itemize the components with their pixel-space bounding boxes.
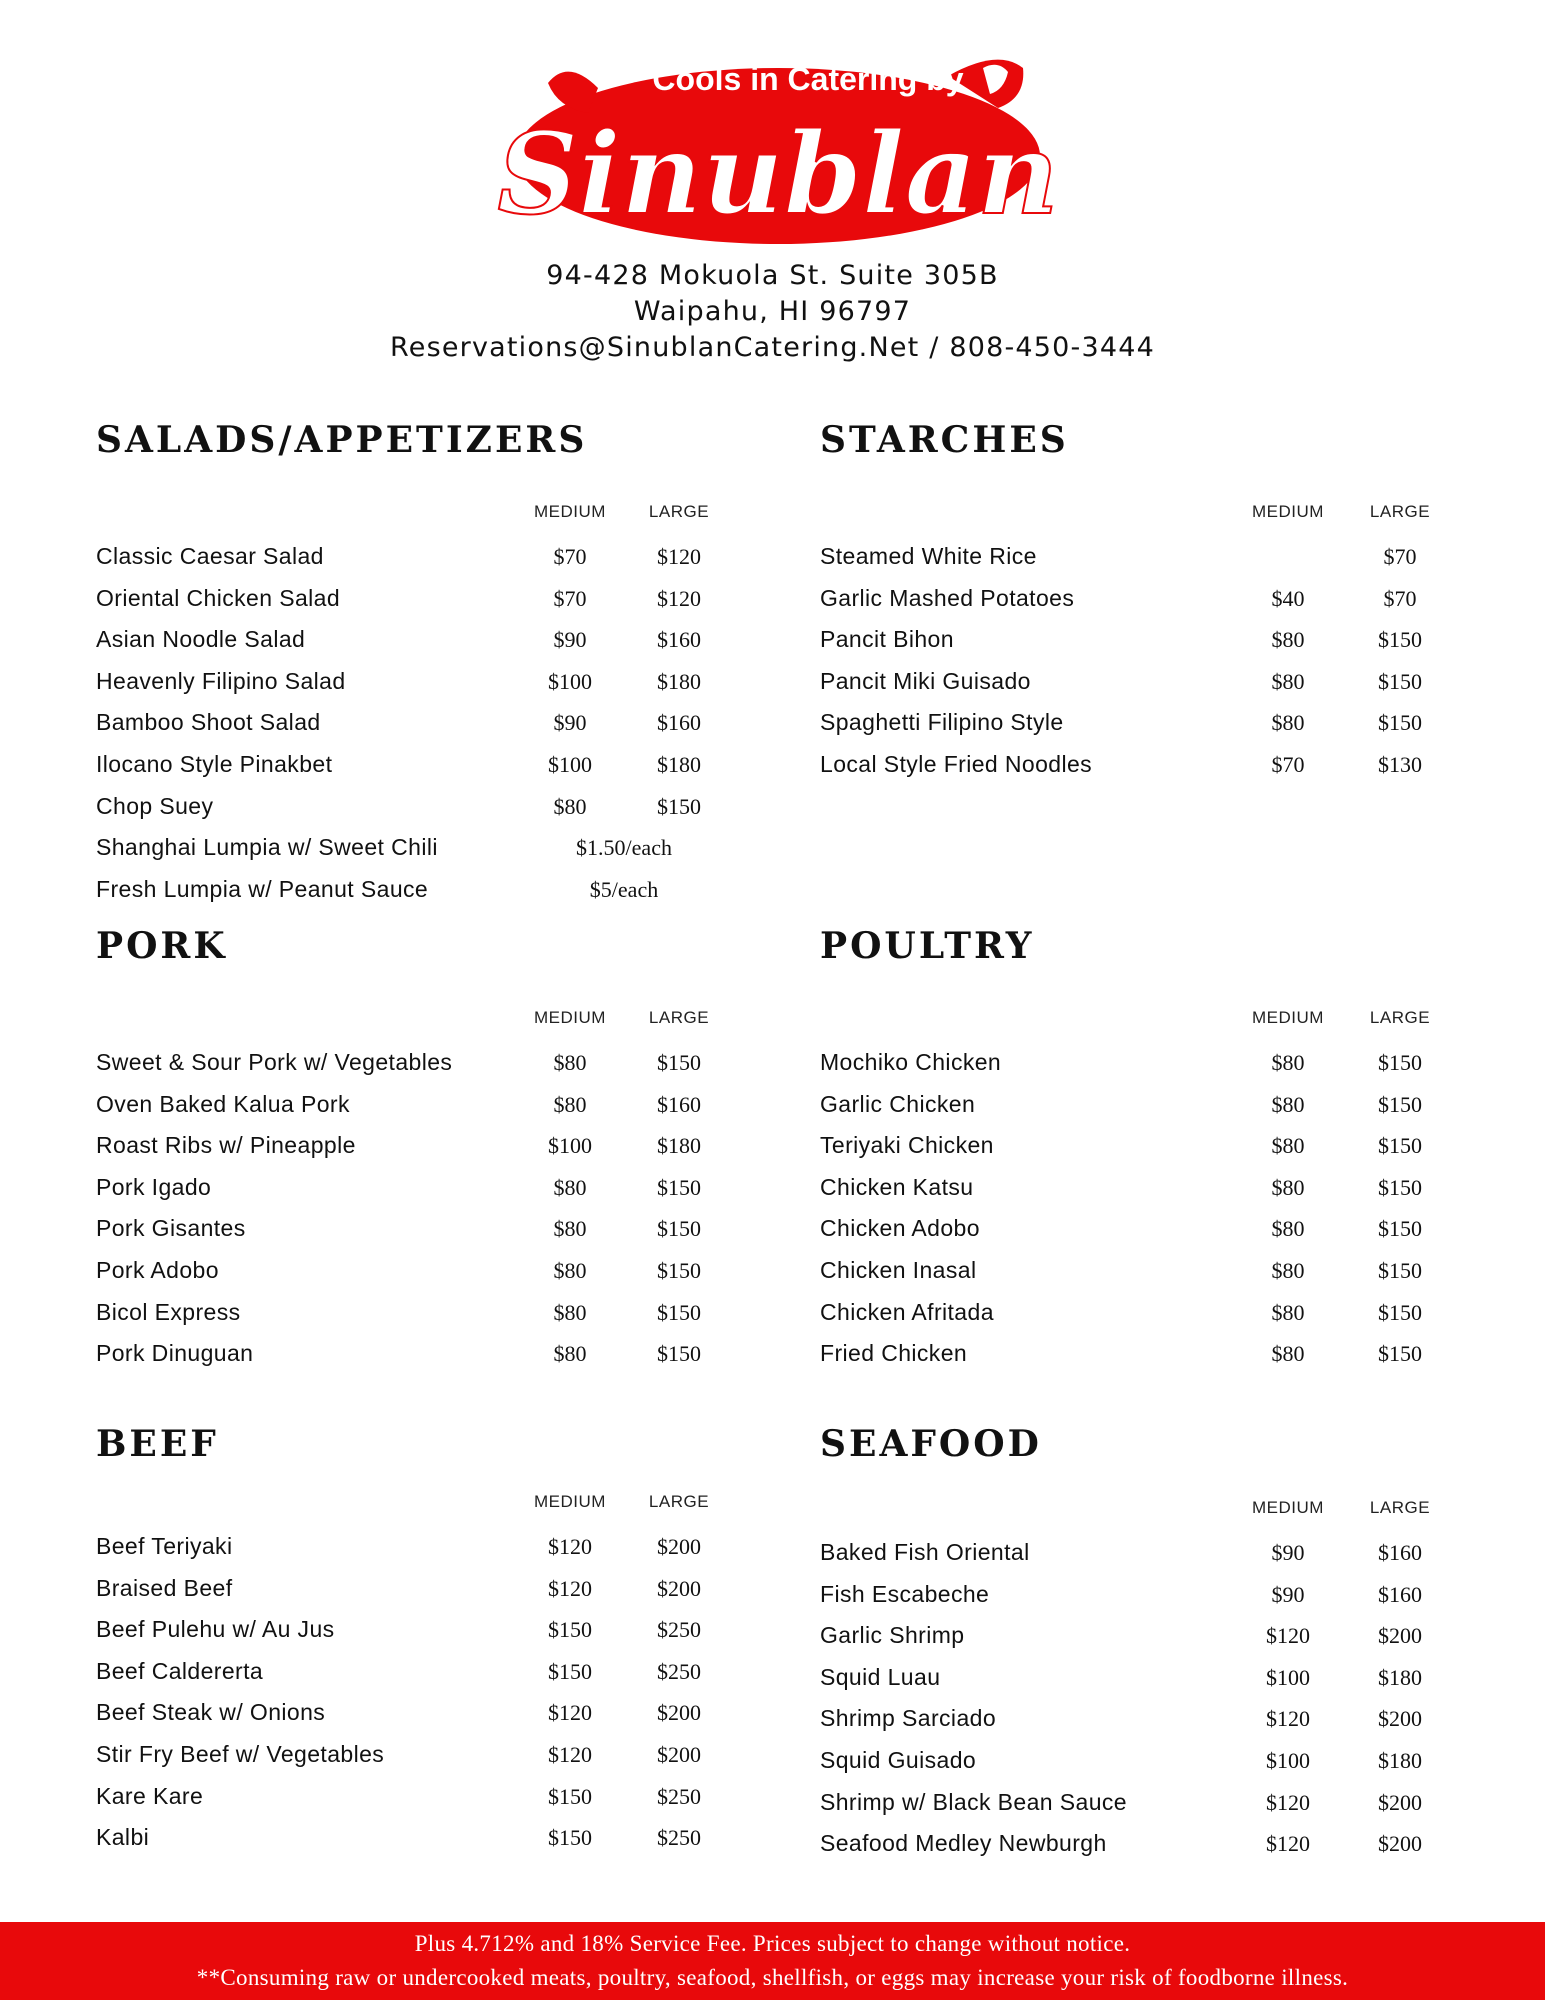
contact-email-phone: Reservations@SinublanCatering.Net / 808-450-3444: [390, 332, 1155, 363]
price-medium: $150: [548, 1825, 592, 1851]
price-medium: $40: [1271, 585, 1305, 611]
menu-items: [820, 536, 1480, 786]
menu-item: [96, 1776, 756, 1818]
price-medium: $80: [553, 1216, 587, 1242]
price-medium: $150: [548, 1658, 592, 1684]
column-headers: [96, 1008, 756, 1028]
price-large: $180: [657, 668, 701, 694]
price-large: $120: [657, 585, 701, 611]
section-salads: [96, 418, 756, 910]
menu-item: [820, 1823, 1480, 1865]
price-large: $160: [1378, 1540, 1422, 1565]
item-name: Beef Pulehu w/ Au Jus: [96, 1616, 335, 1643]
column-headers: [96, 1492, 756, 1512]
price-large: $250: [657, 1617, 701, 1643]
price-medium: $80: [1271, 1299, 1305, 1325]
menu-item: [96, 1042, 756, 1084]
item-name: Oven Baked Kalua Pork: [96, 1090, 350, 1117]
price-medium: $80: [1271, 1341, 1305, 1367]
price-large: $200: [657, 1700, 701, 1726]
medium-header: MEDIUM: [534, 1008, 606, 1027]
section-title: SEAFOOD: [820, 1423, 1042, 1465]
menu-item: [96, 578, 756, 620]
price-large: $160: [657, 1091, 701, 1117]
price-medium: $80: [1271, 668, 1305, 694]
menu-item: [820, 1042, 1480, 1084]
address-street: 94-428 Mokuola St. Suite 305B: [546, 260, 999, 291]
menu-item: [820, 1125, 1480, 1167]
item-name: Shrimp Sarciado: [820, 1705, 997, 1732]
logo: [478, 38, 1078, 268]
item-name: Braised Beef: [96, 1574, 233, 1601]
price-large: $200: [657, 1575, 701, 1601]
item-name: Mochiko Chicken: [820, 1049, 1002, 1075]
menu-item: [96, 1250, 756, 1292]
menu-item: [820, 619, 1480, 661]
price-medium: $70: [553, 585, 587, 611]
section-title: STARCHES: [820, 419, 1069, 461]
menu-item: [96, 661, 756, 703]
price-medium: $80: [553, 1050, 587, 1075]
price-medium: $100: [1266, 1747, 1310, 1773]
price-large: $200: [657, 1534, 701, 1559]
service-fee-notice: Plus 4.712% and 18% Service Fee. Prices subject to change without notice.: [414, 1931, 1131, 1956]
item-name: Chop Suey: [96, 792, 214, 819]
item-name: Beef Teriyaki: [96, 1533, 233, 1559]
price-medium: $80: [1271, 1050, 1305, 1075]
price-large: $250: [657, 1658, 701, 1684]
menu-item: [96, 1609, 756, 1651]
item-name: Pancit Miki Guisado: [820, 667, 1031, 694]
column-headers: [820, 1498, 1480, 1518]
price-medium: $80: [553, 1341, 587, 1367]
item-name: Steamed White Rice: [820, 543, 1037, 569]
section-pork: [96, 924, 756, 1375]
price-large: $150: [1378, 1341, 1422, 1367]
item-name: Ilocano Style Pinakbet: [96, 750, 333, 777]
item-name: Classic Caesar Salad: [96, 543, 324, 569]
price-medium: $120: [548, 1534, 592, 1559]
price-medium: $80: [553, 1091, 587, 1117]
price-medium: $100: [548, 751, 592, 777]
price-large: $150: [1378, 1257, 1422, 1283]
logo-tagline: Cools in Catering by: [652, 61, 964, 97]
section-title: POULTRY: [820, 925, 1035, 967]
item-name: Beef Steak w/ Onions: [96, 1699, 326, 1726]
item-price: $5/each: [589, 876, 659, 902]
address-city: Waipahu, HI 96797: [633, 296, 912, 327]
menu-item: [96, 619, 756, 661]
price-medium: $150: [548, 1783, 592, 1809]
menu-item: [96, 1692, 756, 1734]
price-medium: $120: [1266, 1706, 1310, 1732]
item-name: Baked Fish Oriental: [820, 1539, 1030, 1565]
menu-item: [820, 1657, 1480, 1699]
menu-item: [96, 827, 756, 869]
large-header: LARGE: [1369, 1498, 1431, 1517]
item-name: Chicken Afritada: [820, 1298, 994, 1325]
price-large: $160: [657, 710, 701, 736]
price-medium: $100: [548, 668, 592, 694]
item-name: Chicken Adobo: [820, 1215, 980, 1242]
medium-header: MEDIUM: [534, 1492, 606, 1511]
item-name: Fresh Lumpia w/ Peanut Sauce: [96, 875, 429, 902]
price-large: $250: [657, 1825, 701, 1851]
price-large: $120: [657, 544, 701, 569]
price-large: $150: [657, 1341, 701, 1367]
item-name: Bamboo Shoot Salad: [96, 709, 321, 736]
item-name: Asian Noodle Salad: [96, 626, 306, 653]
menu-item: [96, 1167, 756, 1209]
menu-item: [96, 536, 756, 578]
menu-item: [820, 1615, 1480, 1657]
medium-header: MEDIUM: [1252, 502, 1324, 521]
menu-item: [96, 1734, 756, 1776]
large-header: LARGE: [648, 502, 710, 521]
price-medium: $90: [553, 627, 587, 653]
menu-item: [820, 1740, 1480, 1782]
price-large: $150: [1378, 1091, 1422, 1117]
section-starches: [820, 418, 1480, 786]
price-large: $160: [1378, 1581, 1422, 1607]
menu-item: [96, 1292, 756, 1334]
menu-items: [96, 1526, 756, 1859]
menu-items: [820, 1042, 1480, 1375]
price-medium: $80: [1271, 1257, 1305, 1283]
large-header: LARGE: [1369, 1008, 1431, 1027]
price-large: $250: [657, 1783, 701, 1809]
price-large: $150: [657, 1257, 701, 1283]
column-headers: [96, 502, 756, 522]
item-name: Garlic Chicken: [820, 1090, 976, 1117]
medium-header: MEDIUM: [534, 502, 606, 521]
logo-brand: Sinublan: [497, 109, 1059, 240]
price-large: $150: [1378, 1174, 1422, 1200]
menu-item: [96, 702, 756, 744]
section-beef: [96, 1422, 756, 1859]
item-name: Kare Kare: [96, 1782, 204, 1809]
menu-items: [96, 536, 756, 910]
price-medium: $80: [1271, 627, 1305, 653]
price-medium: $120: [1266, 1623, 1310, 1649]
price-large: $150: [1378, 627, 1422, 653]
menu-item: [820, 702, 1480, 744]
price-medium: $80: [1271, 1133, 1305, 1159]
item-name: Seafood Medley Newburgh: [820, 1830, 1107, 1857]
price-large: $150: [1378, 1299, 1422, 1325]
price-large: $180: [657, 751, 701, 777]
item-name: Pork Igado: [96, 1173, 212, 1200]
price-medium: $120: [548, 1700, 592, 1726]
price-medium: $120: [548, 1741, 592, 1767]
menu-item: [820, 1333, 1480, 1375]
item-price: $1.50/each: [576, 835, 672, 861]
item-name: Pork Dinuguan: [96, 1340, 254, 1367]
menu-item: [96, 869, 756, 911]
menu-item: [96, 1208, 756, 1250]
section-title: PORK: [96, 925, 228, 967]
price-medium: $120: [1266, 1789, 1310, 1815]
item-name: Bicol Express: [96, 1298, 241, 1325]
menu-item: [96, 1817, 756, 1859]
price-medium: $80: [1271, 1091, 1305, 1117]
price-large: $150: [657, 793, 701, 819]
section-title: BEEF: [96, 1423, 219, 1465]
menu-item: [96, 1333, 756, 1375]
footer-banner: [0, 1922, 1545, 2000]
price-large: $150: [657, 1174, 701, 1200]
price-medium: $150: [548, 1617, 592, 1643]
price-large: $70: [1383, 585, 1417, 611]
item-name: Fish Escabeche: [820, 1580, 990, 1607]
item-name: Roast Ribs w/ Pineapple: [96, 1132, 356, 1159]
menu-item: [96, 786, 756, 828]
item-name: Sweet & Sour Pork w/ Vegetables: [96, 1049, 453, 1075]
menu-items: [96, 1042, 756, 1375]
section-seafood: [820, 1422, 1480, 1865]
large-header: LARGE: [1369, 502, 1431, 521]
price-large: $150: [657, 1050, 701, 1075]
item-name: Pancit Bihon: [820, 626, 954, 653]
price-medium: $80: [553, 1174, 587, 1200]
price-medium: $90: [553, 710, 587, 736]
large-header: LARGE: [648, 1008, 710, 1027]
price-medium: $100: [1266, 1664, 1310, 1690]
item-name: Pork Adobo: [96, 1256, 219, 1283]
price-medium: $80: [553, 793, 587, 819]
item-name: Teriyaki Chicken: [820, 1132, 994, 1159]
item-name: Local Style Fried Noodles: [820, 750, 1093, 777]
menu-item: [820, 1698, 1480, 1740]
menu-item: [820, 744, 1480, 786]
section-poultry: [820, 924, 1480, 1375]
menu-item: [820, 578, 1480, 620]
menu-item: [820, 661, 1480, 703]
price-large: $200: [657, 1741, 701, 1767]
section-title: SALADS/APPETIZERS: [96, 419, 588, 461]
menu-item: [820, 1167, 1480, 1209]
price-medium: $90: [1271, 1540, 1305, 1565]
menu-item: [96, 1651, 756, 1693]
item-name: Squid Guisado: [820, 1746, 977, 1773]
food-safety-warning: **Consuming raw or undercooked meats, poultry, seafood, shellfish, or eggs may increase your risk of foodborne illness.: [196, 1965, 1349, 1990]
price-large: $180: [1378, 1747, 1422, 1773]
medium-header: MEDIUM: [1252, 1498, 1324, 1517]
price-large: $130: [1378, 751, 1422, 777]
price-medium: $80: [553, 1257, 587, 1283]
menu-item: [96, 1526, 756, 1568]
price-medium: $90: [1271, 1581, 1305, 1607]
price-medium: $80: [553, 1299, 587, 1325]
menu-item: [96, 744, 756, 786]
menu-item: [820, 1250, 1480, 1292]
price-large: $70: [1383, 544, 1417, 569]
item-name: Shrimp w/ Black Bean Sauce: [820, 1788, 1127, 1815]
price-medium: $100: [548, 1133, 592, 1159]
contact-info: [0, 258, 1545, 366]
price-large: $150: [1378, 1216, 1422, 1242]
item-name: Garlic Mashed Potatoes: [820, 584, 1075, 611]
item-name: Shanghai Lumpia w/ Sweet Chili: [96, 834, 438, 861]
menu-item: [96, 1125, 756, 1167]
item-name: Garlic Shrimp: [820, 1622, 965, 1649]
menu-item: [820, 1208, 1480, 1250]
menu-item: [96, 1568, 756, 1610]
menu-item: [820, 1084, 1480, 1126]
price-large: $160: [657, 627, 701, 653]
price-medium: $80: [1271, 1216, 1305, 1242]
price-large: $150: [1378, 668, 1422, 694]
item-name: Pork Gisantes: [96, 1215, 246, 1242]
price-large: $200: [1378, 1831, 1422, 1857]
column-headers: [820, 502, 1480, 522]
large-header: LARGE: [648, 1492, 710, 1511]
medium-header: MEDIUM: [1252, 1008, 1324, 1027]
price-medium: $70: [1271, 751, 1305, 777]
menu-item: [820, 1782, 1480, 1824]
price-large: $200: [1378, 1623, 1422, 1649]
price-large: $150: [1378, 1050, 1422, 1075]
item-name: Oriental Chicken Salad: [96, 584, 341, 611]
price-large: $150: [657, 1216, 701, 1242]
item-name: Kalbi: [96, 1824, 150, 1851]
price-large: $180: [1378, 1664, 1422, 1690]
price-large: $150: [1378, 710, 1422, 736]
menu-item: [96, 1084, 756, 1126]
menu-item: [820, 1574, 1480, 1616]
price-medium: $70: [553, 544, 587, 569]
price-large: $150: [657, 1299, 701, 1325]
item-name: Squid Luau: [820, 1663, 941, 1690]
price-large: $150: [1378, 1133, 1422, 1159]
menu-item: [820, 1532, 1480, 1574]
price-medium: $80: [1271, 710, 1305, 736]
item-name: Beef Caldererta: [96, 1657, 264, 1684]
price-large: $200: [1378, 1706, 1422, 1732]
menu-item: [820, 1292, 1480, 1334]
menu-item: [820, 536, 1480, 578]
price-medium: $120: [1266, 1831, 1310, 1857]
item-name: Fried Chicken: [820, 1340, 968, 1367]
price-large: $180: [657, 1133, 701, 1159]
item-name: Chicken Inasal: [820, 1256, 977, 1283]
column-headers: [820, 1008, 1480, 1028]
item-name: Heavenly Filipino Salad: [96, 667, 346, 694]
price-medium: $120: [548, 1575, 592, 1601]
menu-items: [820, 1532, 1480, 1865]
item-name: Spaghetti Filipino Style: [820, 709, 1064, 736]
item-name: Stir Fry Beef w/ Vegetables: [96, 1740, 385, 1767]
price-medium: $80: [1271, 1174, 1305, 1200]
item-name: Chicken Katsu: [820, 1173, 974, 1200]
price-large: $200: [1378, 1789, 1422, 1815]
